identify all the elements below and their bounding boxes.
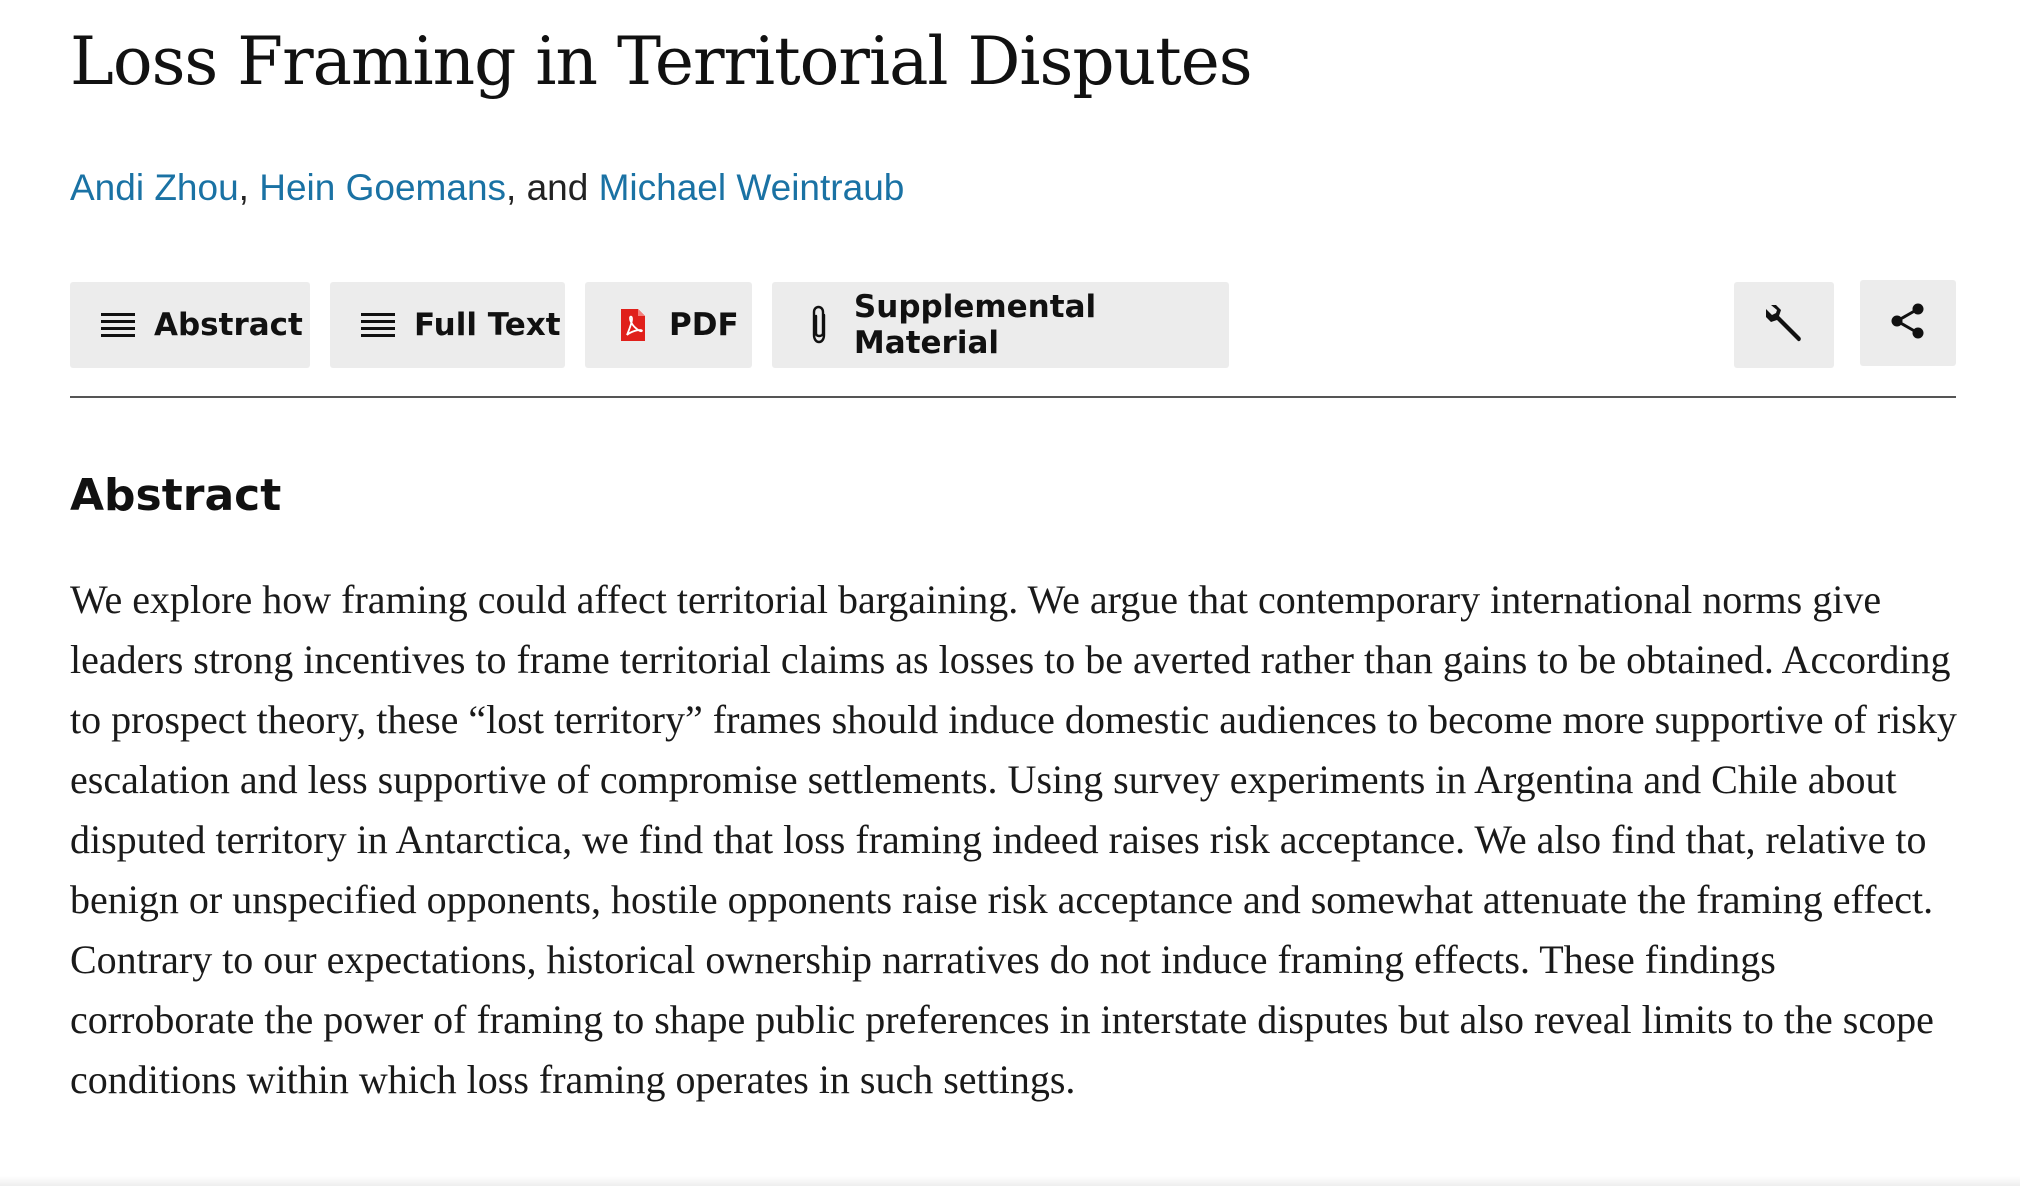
full-text-button[interactable] xyxy=(330,282,565,368)
pdf-icon xyxy=(615,307,651,343)
author-link[interactable]: Hein Goemans xyxy=(259,167,507,208)
abstract-text: We explore how framing could affect territorial bargaining. We argue that contemporary international norms give leaders strong incentives to frame territorial claims as losses to be averted rather than gains to be obtained. According to prospect theory, these “lost territory” frames should induce domestic audiences to become more supportive of risky escalation and less supportive of compromise settlements. Using survey experiments in Argentina and Chile about disputed territory in Antarctica, we find that loss framing indeed raises risk acceptance. We also find that, relative to benign or unspecified opponents, hostile opponents raise risk acceptance and somewhat attenuate the framing effect. Contrary to our expectations, historical ownership narratives do not induce framing effects. These findings corroborate the power of framing to shape public preferences in interstate disputes but also reveal limits to the scope conditions within which loss framing operates in such settings. xyxy=(70,577,1957,1102)
author-link[interactable]: Michael Weintraub xyxy=(598,167,905,208)
article-toolbar xyxy=(70,282,1956,368)
pdf-button[interactable] xyxy=(585,282,752,368)
author-separator: , and xyxy=(506,167,599,208)
toolbar-divider xyxy=(70,396,1956,398)
author-link[interactable]: Andi Zhou xyxy=(70,167,239,208)
pdf-button-label: PDF xyxy=(669,307,739,343)
wrench-icon xyxy=(1762,301,1806,350)
abstract-button-label: Abstract xyxy=(154,307,303,343)
supplemental-material-button-label: Supplemental Material xyxy=(853,289,1097,361)
supplemental-material-button[interactable] xyxy=(772,282,1229,368)
list-icon xyxy=(360,307,396,343)
author-list xyxy=(70,164,904,212)
article-title: Loss Framing in Territorial Disputes xyxy=(70,23,1252,100)
bottom-fade xyxy=(0,1176,2020,1186)
paperclip-icon xyxy=(802,307,836,343)
abstract-heading: Abstract xyxy=(70,470,282,521)
author-separator: , xyxy=(238,167,260,208)
abstract-button[interactable] xyxy=(70,282,310,368)
list-icon xyxy=(100,307,136,343)
share-button[interactable] xyxy=(1860,280,1956,366)
full-text-button-label: Full Text xyxy=(414,307,561,343)
tools-button[interactable] xyxy=(1734,282,1834,368)
share-icon xyxy=(1888,301,1928,346)
